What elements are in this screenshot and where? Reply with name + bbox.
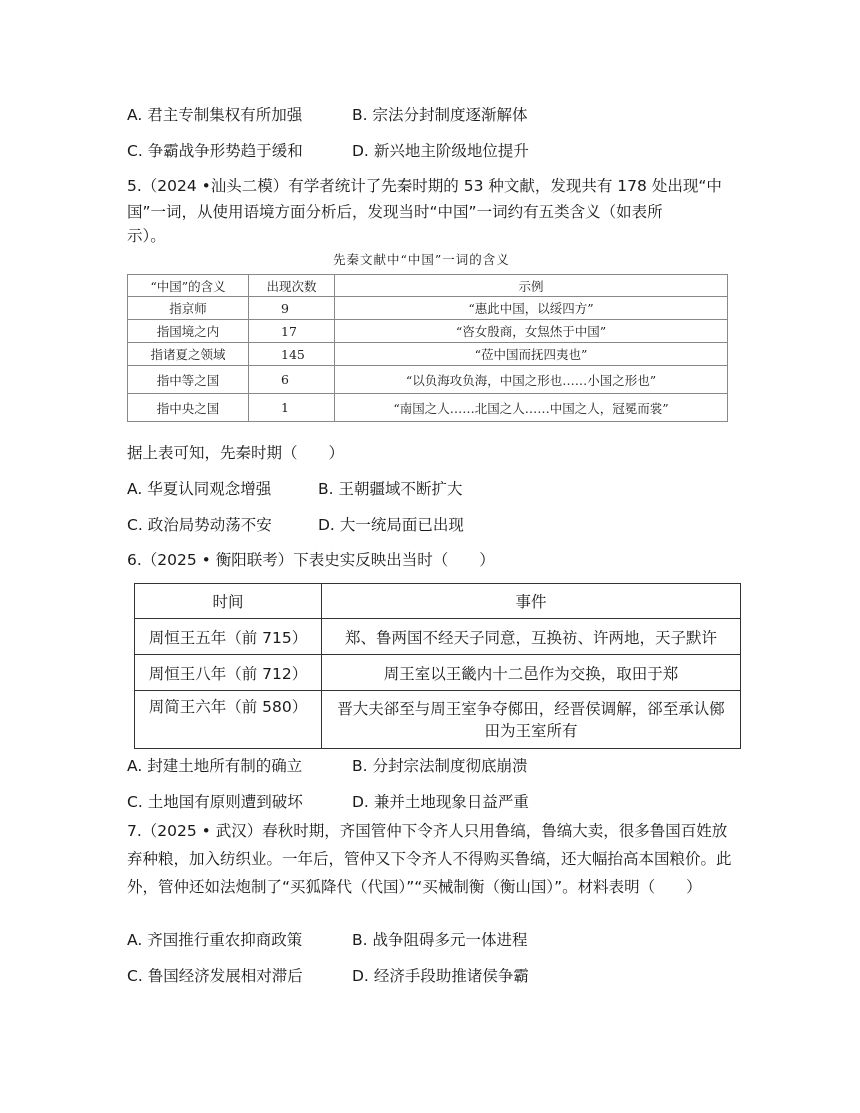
q5-option-c: C. 政治局势动荡不安 xyxy=(127,516,272,534)
q6-option-c: C. 土地国有原则遭到破坏 xyxy=(127,793,303,811)
q7-option-d: D. 经济手段助推诸侯争霸 xyxy=(352,967,529,985)
q5-header-cell: 出现次数 xyxy=(249,275,335,297)
q5-table-header-row xyxy=(128,275,728,297)
table-row xyxy=(128,320,728,343)
table-row xyxy=(128,366,728,394)
q5-cell: 指中等之国 xyxy=(128,366,249,394)
q5-cell: 1 xyxy=(249,394,335,422)
q5-stem-line3: 示）。 xyxy=(127,227,166,245)
q5-cell: 145 xyxy=(249,343,335,366)
q5-option-d: D. 大一统局面已出现 xyxy=(318,516,464,534)
q5-cell: “莅中国而抚四夷也” xyxy=(335,343,728,366)
q5-cell: “咨女殷商，女炰烋于中国” xyxy=(335,320,728,343)
q6-option-a: A. 封建土地所有制的确立 xyxy=(127,757,303,775)
table-row xyxy=(135,691,741,749)
q6-cell: 周恒王五年（前 715） xyxy=(135,619,322,655)
q7-stem: 7.（2025 • 武汉）春秋时期，齐国管仲下令齐人只用鲁缟，鲁缟大卖，很多鲁国百姓放弃种粮，加入纺织业。一年后，管仲又下令齐人不得购买鲁缟，还大幅抬高本国粮价。此外，管仲还如法炮制了“买狐降代（代国）”“买械制衡（衡山国）”。材料表明（ ） xyxy=(127,822,732,896)
q4-option-c: C. 争霸战争形势趋于缓和 xyxy=(127,142,303,160)
q5-cell: 指京师 xyxy=(128,297,249,320)
q5-stem-line1: 5.（2024 •汕头二模）有学者统计了先秦时期的 53 种文献，发现共有 178 处出现“中 xyxy=(127,177,722,195)
q6-cell: 郑、鲁两国不经天子同意，互换祊、许两地，天子默许 xyxy=(322,619,741,655)
q4-option-d: D. 新兴地主阶级地位提升 xyxy=(352,142,529,160)
q6-option-b: B. 分封宗法制度彻底崩溃 xyxy=(352,757,528,775)
q5-cell: 9 xyxy=(249,297,335,320)
q5-cell: 17 xyxy=(249,320,335,343)
q7-option-a: A. 齐国推行重农抑商政策 xyxy=(127,931,303,949)
q5-stem-line2: 国”一词，从使用语境方面分析后，发现当时“中国”一词约有五类含义（如表所 xyxy=(127,203,663,221)
q5-table-title: 先秦文献中“中国”一词的含义 xyxy=(333,252,510,267)
q5-cell: 指诸夏之领域 xyxy=(128,343,249,366)
q6-cell: 周简王六年（前 580） xyxy=(135,691,322,749)
q6-stem: 6.（2025 • 衡阳联考）下表史实反映出当时（ ） xyxy=(127,551,495,569)
q5-header-cell: “中国”的含义 xyxy=(128,275,249,297)
q6-table-header-row xyxy=(135,584,741,619)
q5-header-cell: 示例 xyxy=(335,275,728,297)
q6-cell: 周王室以王畿内十二邑作为交换，取田于郑 xyxy=(322,655,741,691)
table-row xyxy=(128,297,728,320)
q6-header-cell: 事件 xyxy=(322,584,741,619)
q6-cell: 周恒王八年（前 712） xyxy=(135,655,322,691)
q6-table xyxy=(134,583,741,749)
q5-cell: “惠此中国，以绥四方” xyxy=(335,297,728,320)
table-row xyxy=(128,394,728,422)
table-row xyxy=(135,619,741,655)
q7-option-c: C. 鲁国经济发展相对滞后 xyxy=(127,967,303,985)
q6-header-cell: 时间 xyxy=(135,584,322,619)
q6-cell: 晋大夫郤至与周王室争夺鄇田，经晋侯调解，郤至承认鄇田为王室所有 xyxy=(322,691,741,749)
q5-cell: 6 xyxy=(249,366,335,394)
q5-cell: 指国境之内 xyxy=(128,320,249,343)
q7-option-b: B. 战争阻碍多元一体进程 xyxy=(352,931,528,949)
q4-option-a: A. 君主专制集权有所加强 xyxy=(127,106,303,124)
q6-option-d: D. 兼并土地现象日益严重 xyxy=(352,793,529,811)
q5-option-b: B. 王朝疆域不断扩大 xyxy=(318,480,463,498)
table-row xyxy=(128,343,728,366)
q5-option-a: A. 华夏认同观念增强 xyxy=(127,480,272,498)
q5-table xyxy=(127,274,728,422)
q5-cell: “以负海攻负海，中国之形也……小国之形也” xyxy=(335,366,728,394)
q5-cell: 指中央之国 xyxy=(128,394,249,422)
q5-question: 据上表可知，先秦时期（ ） xyxy=(127,444,345,462)
q4-option-b: B. 宗法分封制度逐渐解体 xyxy=(352,106,528,124)
q5-cell: “南国之人……北国之人……中国之人，冠冕而裳” xyxy=(335,394,728,422)
table-row xyxy=(135,655,741,691)
